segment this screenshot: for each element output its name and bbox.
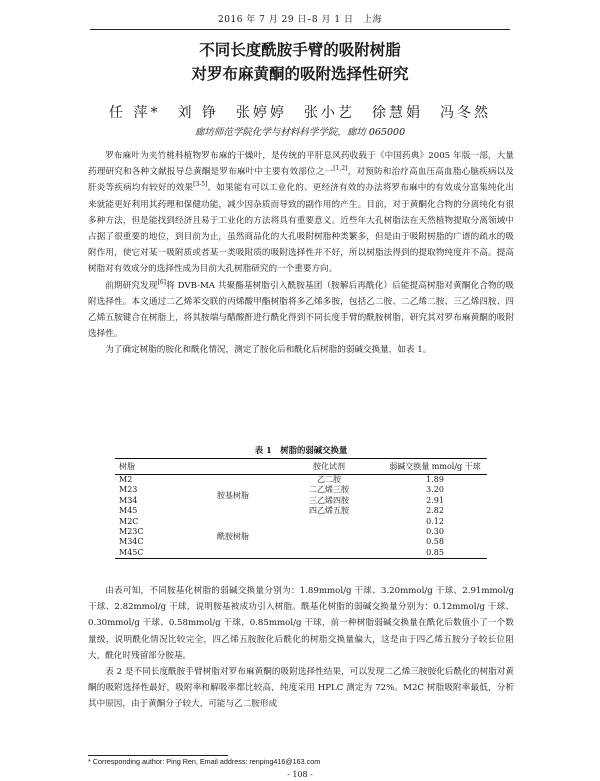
affiliation: 廊坊师范学院化学与材料科学学院，廊坊 065000	[194, 127, 406, 138]
paragraph-3: 为了确定树脂的胺化和酰化情况，测定了胺化后和酰化后树脂的弱碱交换量，如表 1。	[105, 345, 432, 356]
table-row: M2C 酰胺树脂 0.12	[115, 517, 487, 527]
title-line-1: 不同长度酰胺手臂的吸附树脂	[199, 41, 401, 59]
header-resin: 树脂	[115, 459, 191, 475]
body-text-bottom	[88, 583, 514, 713]
citation: [1,2]	[333, 165, 348, 173]
author-list: 任 萍* 刘 铮 张婷婷 张小艺 徐慧娟 冯冬然	[109, 105, 491, 121]
paragraph-4: 由表可知，不同胺基化树脂的弱碱交换量分别为：1.89mmol/g 干球、3.20mmol/g 干球、2.91mmol/g 干球、2.82mmol/g 干球，说明胺基被成功引入树脂。酰基化树脂的弱碱交换量分别为：0.12mmol/g 干球、0.30mmol/g 干球、0.58mmol/g 干球、0.85mmol/g 干球，前一种树脂弱碱交换量在酰化后数值小了一个数量级，说明酰化情况比较完全，四乙烯五胺胺化后酰化的树脂交换量偏大，这是由于四乙烯五胺分子较长位阻大，酰化时残留部分胺基。	[88, 586, 514, 661]
page-number: - 108 -	[287, 770, 313, 779]
header-group	[191, 459, 275, 475]
table-row: M45 四乙烯五胺 2.82	[119, 506, 444, 516]
citation: [6]	[157, 278, 166, 286]
paper-title	[60, 38, 540, 86]
table-row: M23C 0.30	[119, 527, 444, 537]
body-text-top	[88, 148, 514, 359]
paragraph-5: 表 2 是不同长度酰胺手臂树脂对罗布麻黄酮的吸附选择性结果，可以发现二乙烯三胺胺化后酰化的树脂对黄酮的吸附选择性最好，吸附率和解吸率都比较高，纯度采用 HPLC 测定为 72%。M2C 树脂吸附率最低，分析其中原因，由于黄酮分子较大，可能与乙二胺形成	[88, 667, 514, 710]
table-caption: 表 1 树脂的弱碱交换量	[254, 445, 348, 455]
table-row: M2 胺基树脂 乙二胺 1.89	[115, 475, 487, 486]
running-header: 2016 年 7 月 29 日–8 月 1 日 上海	[90, 12, 510, 30]
header-exchange: 弱碱交换量 mmol/g 干球	[383, 459, 487, 475]
header-reagent: 胺化试剂	[275, 459, 383, 475]
table-row: M34 三乙烯四胺 2.91	[119, 495, 444, 505]
table-row: M45C 0.85	[119, 547, 444, 557]
corresponding-author-footnote: * Corresponding author: Ping Ren, Email address: renping416@163.com	[88, 757, 321, 766]
paragraph-2: 前期研究发现[6]将 DVB-MA 共聚酯基树脂引入酰胺基团（胺解后再酰化）后能提高树脂对黄酮化合物的吸附选择性。本文通过二乙烯苯交联的丙烯酸甲酯树脂将多乙烯多胺，包括乙二胺、二乙烯二胺、三乙烯四胺、四乙烯五胺键合在树脂上，将其胺端与醋酸酐进行酰化得到不同长度手臂的酰胺树脂，研究其对罗布麻黄酮的吸附选择性。	[88, 278, 514, 340]
paragraph-1: 罗布麻叶为夹竹桃科植物罗布麻的干燥叶，是传统的平肝息风药收载于《中国药典》2005 年版一部，大量药理研究和各种文献报导总黄酮是罗布麻叶中主要有效部位之一[1,2]，对预防和治疗高血压高血脂心脑疾病以及肝炎等疾病均有较好的效果[3-5]。如果能有可以工业化的、更经济有效的办法将罗布麻中的有效成分富集纯化出来就能更好利用其药理和保健功能，减少因杂质而导致的副作用的产生。目前，对于黄酮化合物的分离纯化有很多种方法，但是能找到经济且易于工业化的方法将具有重要意义。近些年大孔树脂法在天然植物提取分离领域中占据了很重要的地位，到目前为止，虽然商品化的大孔吸附树脂种类繁多，但是由于吸附树脂的广谱的疏水的吸附作用，使它对某一吸附质或者某一类吸附质的吸附选择性并不好，所以树脂法得到的提取物纯度并不高。提高树脂对有效成分的选择性成为目前大孔树脂研究的一个重要方向。	[88, 151, 514, 275]
exchange-capacity-table	[115, 458, 487, 559]
title-line-2: 对罗布麻黄酮的吸附选择性研究	[191, 65, 409, 83]
citation: [3-5]	[193, 181, 208, 189]
group-label-amine: 胺基树脂	[217, 490, 249, 500]
table-row: M23 二乙烯三胺 3.20	[119, 485, 444, 495]
group-label-amide: 酰胺树脂	[217, 532, 249, 542]
table-row: M34C 0.58	[119, 537, 444, 547]
footnote-divider	[88, 755, 228, 756]
table-header-row	[115, 459, 487, 475]
